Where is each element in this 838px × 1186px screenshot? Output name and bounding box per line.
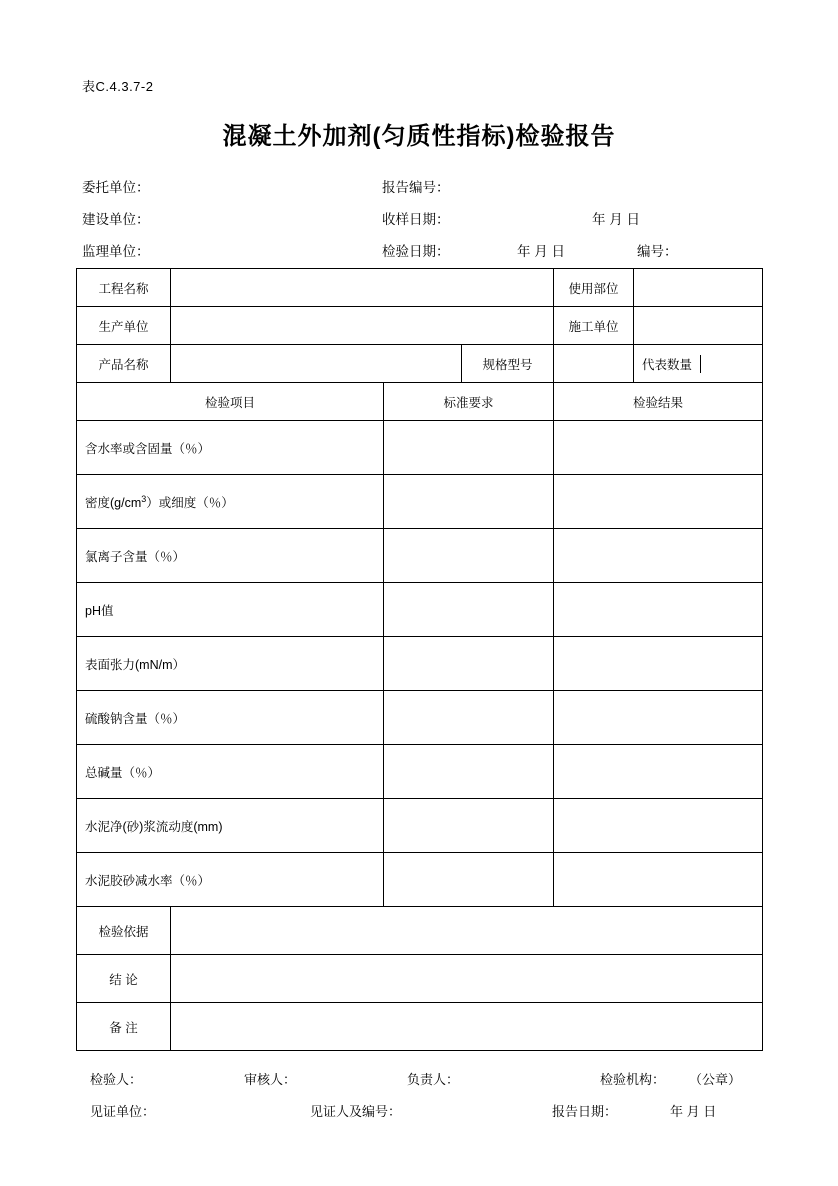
- product-name-value[interactable]: [171, 345, 462, 383]
- spec-model-label: 规格型号: [462, 345, 554, 383]
- header-row-1: [82, 172, 762, 204]
- represent-qty-value[interactable]: [701, 355, 763, 373]
- organization-label: 检验机构：: [600, 1072, 666, 1087]
- table-row: [77, 637, 763, 691]
- table-row: [77, 529, 763, 583]
- footer-row-1: [82, 1064, 762, 1096]
- footer-fields: [82, 1064, 762, 1128]
- table-row: [77, 475, 763, 529]
- sample-date-label: 收样日期：: [382, 212, 450, 227]
- report-date-value: 年 月 日: [670, 1104, 717, 1119]
- test-standard-value[interactable]: [384, 529, 554, 583]
- test-item-label: 总碱量（％）: [77, 745, 384, 799]
- col-header-result: 检验结果: [554, 383, 763, 421]
- number-label: 编号：: [637, 244, 678, 259]
- product-name-label: 产品名称: [77, 345, 171, 383]
- spec-model-value[interactable]: [554, 345, 634, 383]
- producer-label: 生产单位: [77, 307, 171, 345]
- col-header-item: 检验项目: [77, 383, 384, 421]
- inspector-label: 检验人：: [90, 1072, 143, 1087]
- test-result-value[interactable]: [554, 529, 763, 583]
- table-row-producer: [77, 307, 763, 345]
- constructor-label: 施工单位: [554, 307, 634, 345]
- use-part-value[interactable]: [634, 269, 763, 307]
- responsible-label: 负责人：: [407, 1072, 460, 1087]
- report-date-label: 报告日期：: [552, 1104, 618, 1119]
- header-fields: [82, 172, 762, 268]
- test-standard-value[interactable]: [384, 637, 554, 691]
- basis-value[interactable]: [171, 907, 763, 955]
- header-row-3: [82, 236, 762, 268]
- test-date-label: 检验日期：: [382, 244, 450, 259]
- table-row: [77, 421, 763, 475]
- test-standard-value[interactable]: [384, 853, 554, 907]
- client-unit-label: 委托单位：: [82, 180, 150, 195]
- remark-label: 备 注: [77, 1003, 171, 1051]
- producer-value[interactable]: [171, 307, 554, 345]
- witness-person-label: 见证人及编号：: [310, 1104, 402, 1119]
- table-row-basis: [77, 907, 763, 955]
- basis-label: 检验依据: [77, 907, 171, 955]
- test-item-label: 密度$(g/cm^3)$或细度（％）: [77, 475, 384, 529]
- test-result-value[interactable]: [554, 637, 763, 691]
- test-item-label: 含水率或含固量（％）: [77, 421, 384, 475]
- col-header-standard: 标准要求: [384, 383, 554, 421]
- table-row-remark: [77, 1003, 763, 1051]
- sample-date-value: 年 月 日: [592, 212, 641, 227]
- table-row-conclusion: [77, 955, 763, 1003]
- table-row: [77, 583, 763, 637]
- project-name-value[interactable]: [171, 269, 554, 307]
- test-standard-value[interactable]: [384, 691, 554, 745]
- test-result-value[interactable]: [554, 799, 763, 853]
- test-item-label: pH值: [77, 583, 384, 637]
- test-standard-value[interactable]: [384, 421, 554, 475]
- project-name-label: 工程名称: [77, 269, 171, 307]
- test-standard-value[interactable]: [384, 799, 554, 853]
- report-number-label: 报告编号：: [382, 180, 450, 195]
- construction-unit-label: 建设单位：: [82, 212, 150, 227]
- table-row: [77, 691, 763, 745]
- test-result-value[interactable]: [554, 745, 763, 799]
- remark-value[interactable]: [171, 1003, 763, 1051]
- table-row: [77, 745, 763, 799]
- conclusion-label: 结 论: [77, 955, 171, 1003]
- test-result-value[interactable]: [554, 475, 763, 529]
- test-standard-value[interactable]: [384, 475, 554, 529]
- table-row-product: [77, 345, 763, 383]
- supervision-unit-label: 监理单位：: [82, 244, 150, 259]
- test-standard-value[interactable]: [384, 583, 554, 637]
- page-title: 混凝土外加剂(匀质性指标)检验报告: [222, 123, 616, 150]
- represent-qty-label: 代表数量: [634, 355, 701, 373]
- test-date-value: 年 月 日: [517, 244, 566, 259]
- test-result-value[interactable]: [554, 691, 763, 745]
- test-item-label: 水泥胶砂减水率（％）: [77, 853, 384, 907]
- reviewer-label: 审核人：: [244, 1072, 297, 1087]
- test-result-value[interactable]: [554, 583, 763, 637]
- witness-unit-label: 见证单位：: [90, 1104, 156, 1119]
- test-item-label: 水泥净(砂)浆流动度(mm): [77, 799, 384, 853]
- table-row: [77, 799, 763, 853]
- represent-qty-cell: [634, 345, 763, 383]
- table-row: [77, 853, 763, 907]
- form-code: 表C.4.3.7-2: [82, 79, 154, 94]
- header-row-2: [82, 204, 762, 236]
- test-item-label: 氯离子含量（％）: [77, 529, 384, 583]
- test-result-value[interactable]: [554, 421, 763, 475]
- conclusion-value[interactable]: [171, 955, 763, 1003]
- test-item-label: 表面张力(mN/m）: [77, 637, 384, 691]
- test-standard-value[interactable]: [384, 745, 554, 799]
- inspection-report-table: [76, 268, 763, 1051]
- test-item-label: 硫酸钠含量（％）: [77, 691, 384, 745]
- use-part-label: 使用部位: [554, 269, 634, 307]
- constructor-value[interactable]: [634, 307, 763, 345]
- seal-label: （公章）: [689, 1072, 742, 1087]
- table-row-project: [77, 269, 763, 307]
- test-result-value[interactable]: [554, 853, 763, 907]
- footer-row-2: [82, 1096, 762, 1128]
- test-table-header: [77, 383, 763, 421]
